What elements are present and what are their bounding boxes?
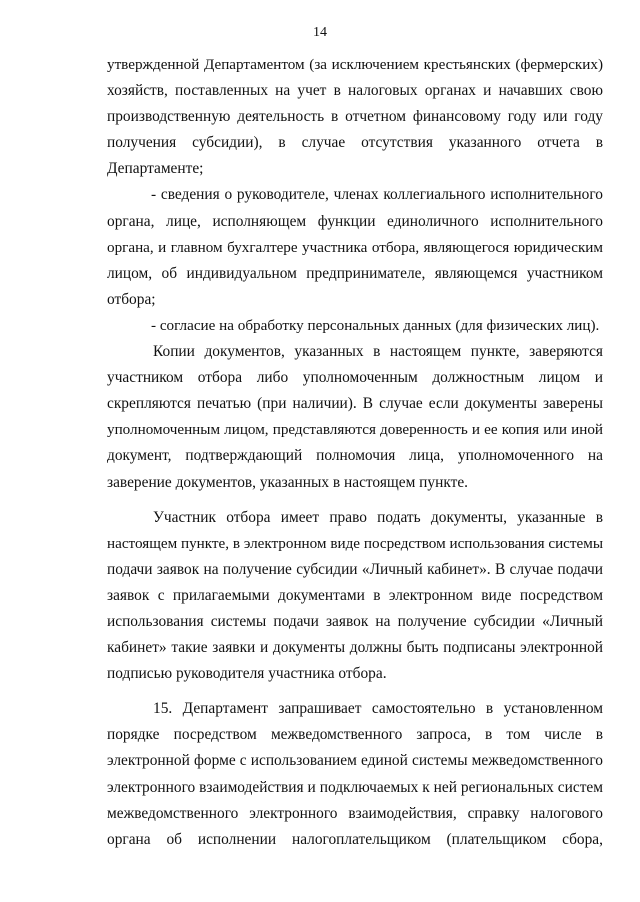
text-line: заявок с прилагаемыми документами в электронном виде посредством bbox=[107, 586, 603, 604]
text-line: органа, и главном бухгалтере участника отбора, являющегося юридическим bbox=[107, 238, 603, 256]
text-line: - согласие на обработку персональных данных (для физических лиц). bbox=[151, 316, 600, 334]
text-line: настоящем пункте, в электронном виде посредством использования системы bbox=[107, 534, 603, 552]
text-line: получения субсидии), в случае отсутствия указанного отчета в bbox=[107, 134, 603, 152]
text-line: органа об исполнении налогоплательщиком (плательщиком сбора, bbox=[107, 830, 603, 848]
text-line: Копии документов, указанных в настоящем пункте, заверяются bbox=[153, 343, 603, 361]
text-line: заверение документов, указанных в настоящем пункте. bbox=[107, 473, 469, 491]
text-line: лицом, об индивидуальном предпринимателе, являющемся участником bbox=[107, 264, 603, 282]
text-line: электронного взаимодействия и подключаемых к ней региональных систем bbox=[107, 778, 603, 796]
text-line: утвержденной Департаментом (за исключением крестьянских (фермерских) bbox=[107, 56, 603, 73]
text-line: 15. Департамент запрашивает самостоятельно в установленном bbox=[153, 700, 603, 718]
text-line: производственную деятельность в отчетном финансовому году или году bbox=[107, 108, 603, 126]
document-body bbox=[107, 52, 603, 853]
text-line: кабинет» такие заявки и документы должны быть подписаны электронной bbox=[107, 639, 603, 657]
text-line: отбора; bbox=[107, 290, 156, 308]
text-line: скрепляются печатью (при наличии). В случае если документы заверены bbox=[107, 395, 603, 413]
text-line: уполномоченным лицом, представляются доверенность и ее копия или иной bbox=[107, 421, 603, 439]
text-line: межведомственного электронного взаимодействия, справку налогового bbox=[107, 804, 603, 822]
text-line: использования системы подачи заявок на получение субсидии «Личный bbox=[107, 612, 603, 630]
text-line: Участник отбора имеет право подать документы, указанные в bbox=[153, 508, 603, 526]
text-line: органа, лице, исполняющем функции единоличного исполнительного bbox=[107, 212, 603, 230]
paragraph-gap bbox=[107, 687, 603, 696]
text-line: Департаменте; bbox=[107, 160, 204, 178]
text-line: подачи заявок на получение субсидии «Личный кабинет». В случае подачи bbox=[107, 560, 603, 578]
text-line: подписью руководителя участника отбора. bbox=[107, 665, 387, 683]
paragraph-gap bbox=[107, 496, 603, 505]
text-line: электронной форме с использованием единой системы межведомственного bbox=[107, 752, 603, 770]
text-line: хозяйств, поставленных на учет в налоговых органах и начавших свою bbox=[107, 82, 603, 100]
text-line: документ, подтверждающий полномочия лица, уполномоченного на bbox=[107, 447, 603, 465]
page-number: 14 bbox=[313, 25, 327, 40]
text-line: порядке посредством межведомственного запроса, в том числе в bbox=[107, 726, 603, 744]
text-line: - сведения о руководителе, членах коллегиального исполнительного bbox=[151, 186, 603, 204]
text-line: участником отбора либо уполномоченным должностным лицом и bbox=[107, 369, 603, 387]
